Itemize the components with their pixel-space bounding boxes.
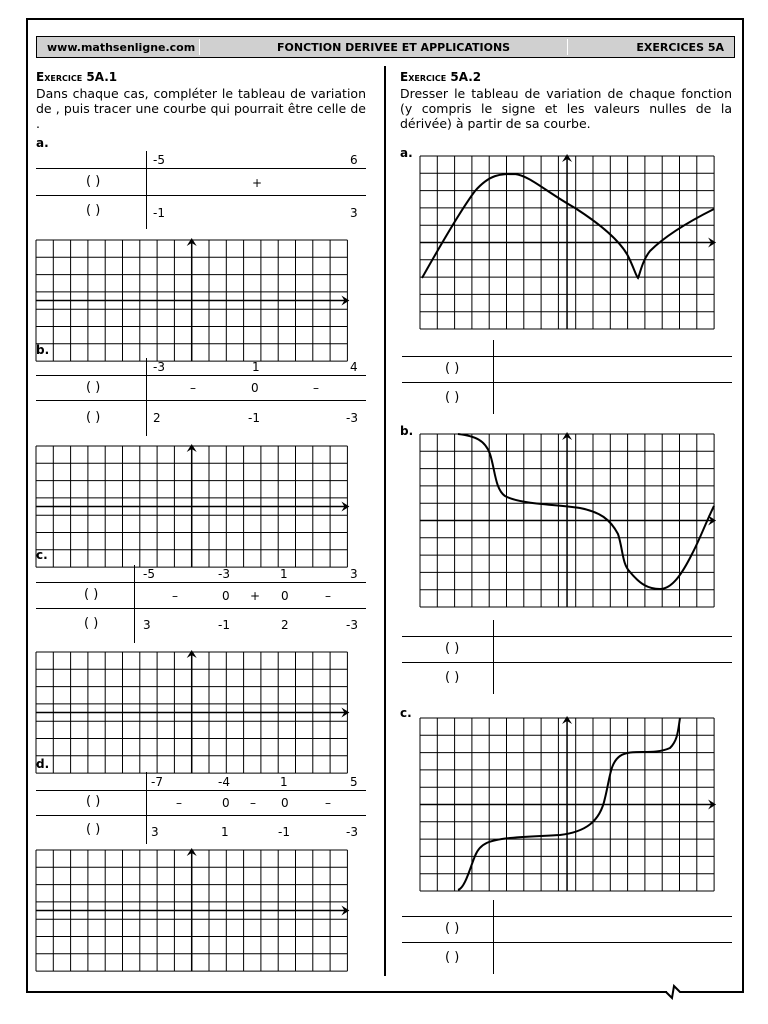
table-d-sign: 0	[222, 796, 230, 810]
table-2a-vline	[493, 340, 494, 414]
table-d-function-label: ( )	[86, 822, 101, 837]
table-b-sign: –	[190, 381, 196, 395]
table-2b-derivative-label: ( )	[445, 641, 460, 656]
table-a-derivative-label: ( )	[86, 174, 101, 189]
table-b-hline	[36, 375, 366, 376]
drawing-grid-b	[36, 446, 348, 550]
table-c-sign: +	[250, 589, 261, 603]
table-c-derivative-label: ( )	[84, 587, 99, 602]
table-d-sign: 0	[281, 796, 289, 810]
function-curve	[458, 434, 714, 589]
table-d-f-value: 3	[151, 825, 159, 839]
table-c-sign: 0	[281, 589, 289, 603]
table-c-hline	[36, 608, 366, 609]
table-c-x-value: -3	[218, 567, 230, 581]
table-c-vline	[134, 565, 135, 643]
table-2b-hline	[402, 636, 732, 637]
table-c-sign: 0	[222, 589, 230, 603]
zigzag-corner-icon	[660, 980, 750, 1000]
table-c-function-label: ( )	[84, 616, 99, 631]
table-c-x-value: -5	[143, 567, 155, 581]
table-d-hline	[36, 790, 366, 791]
table-2a-hline	[402, 356, 732, 357]
part-c-label: c.	[36, 548, 48, 562]
table-b-hline	[36, 400, 366, 401]
table-2b-vline	[493, 620, 494, 694]
table-a-vline	[146, 151, 147, 229]
table-c-f-value: 2	[281, 618, 289, 632]
table-b-x-value: 1	[252, 360, 260, 374]
part-2b-label: b.	[400, 424, 414, 438]
table-c-x-value: 3	[350, 567, 358, 581]
drawing-grid-c	[36, 652, 348, 756]
table-a-x-value: -5	[153, 153, 165, 167]
curve-grid-c	[420, 718, 714, 894]
table-b-derivative-label: ( )	[86, 380, 101, 395]
table-c-x-value: 1	[280, 567, 288, 581]
table-b-f-value: -3	[346, 411, 358, 425]
table-2c-derivative-label: ( )	[445, 921, 460, 936]
table-d-sign: –	[325, 796, 331, 810]
site-url: www.mathsenligne.com	[47, 41, 196, 54]
part-b-label: b.	[36, 343, 50, 357]
table-b-sign: –	[313, 381, 319, 395]
table-c-sign: –	[172, 589, 178, 603]
table-d-vline	[146, 772, 147, 844]
table-d-f-value: 1	[221, 825, 229, 839]
table-c-f-value: -1	[218, 618, 230, 632]
table-2a-hline	[402, 382, 732, 383]
table-a-hline	[36, 168, 366, 169]
exercise-set: EXERCICES 5A	[636, 41, 724, 54]
exercise-2-title: Exercice 5A.2	[400, 70, 482, 84]
table-d-x-value: 1	[280, 775, 288, 789]
table-d-derivative-label: ( )	[86, 794, 101, 809]
exercise-1-title: Exercice 5A.1	[36, 70, 118, 84]
table-d-x-value: -7	[151, 775, 163, 789]
table-b-f-value: 2	[153, 411, 161, 425]
part-a-label: a.	[36, 136, 49, 150]
table-d-sign: –	[250, 796, 256, 810]
table-d-f-value: -3	[346, 825, 358, 839]
chapter-title: FONCTION DERIVEE ET APPLICATIONS	[277, 41, 511, 54]
page-header	[36, 36, 735, 58]
exercise-1-instructions: Dans chaque cas, compléter le tableau de variation de , puis tracer une courbe qui pourrait être celle de .	[36, 86, 366, 131]
drawing-grid-a	[36, 240, 348, 344]
table-2c-hline	[402, 916, 732, 917]
table-a-function-label: ( )	[86, 203, 101, 218]
table-b-function-label: ( )	[86, 410, 101, 425]
function-curve	[422, 174, 714, 278]
table-d-f-value: -1	[278, 825, 290, 839]
table-b-x-value: -3	[153, 360, 165, 374]
table-b-sign: 0	[251, 381, 259, 395]
table-b-f-value: -1	[248, 411, 260, 425]
table-a-sign: +	[252, 176, 263, 190]
table-c-f-value: -3	[346, 618, 358, 632]
part-2c-label: c.	[400, 706, 412, 720]
column-divider	[384, 66, 386, 976]
table-d-hline	[36, 815, 366, 816]
table-2a-function-label: ( )	[445, 390, 460, 405]
table-d-sign: –	[176, 796, 182, 810]
table-d-x-value: -4	[218, 775, 230, 789]
table-b-x-value: 4	[350, 360, 358, 374]
table-2b-function-label: ( )	[445, 670, 460, 685]
drawing-grid-d	[36, 850, 348, 954]
table-a-x-value: 6	[350, 153, 358, 167]
table-c-f-value: 3	[143, 618, 151, 632]
table-a-f-value: 3	[350, 206, 358, 220]
table-b-vline	[146, 358, 147, 436]
table-2b-hline	[402, 662, 732, 663]
page-frame-bottom	[26, 991, 667, 993]
table-2c-hline	[402, 942, 732, 943]
table-c-sign: –	[325, 589, 331, 603]
part-d-label: d.	[36, 757, 50, 771]
table-d-x-value: 5	[350, 775, 358, 789]
part-2a-label: a.	[400, 146, 413, 160]
table-2a-derivative-label: ( )	[445, 361, 460, 376]
curve-grid-b	[420, 434, 714, 610]
table-c-hline	[36, 582, 366, 583]
curve-grid-a	[420, 156, 714, 332]
table-a-f-value: -1	[153, 206, 165, 220]
table-2c-vline	[493, 900, 494, 974]
table-a-hline	[36, 195, 366, 196]
exercise-2-instructions: Dresser le tableau de variation de chaque fonction (y compris le signe et les valeurs nulles de la dérivée) à partir de sa courbe.	[400, 86, 732, 131]
table-2c-function-label: ( )	[445, 950, 460, 965]
